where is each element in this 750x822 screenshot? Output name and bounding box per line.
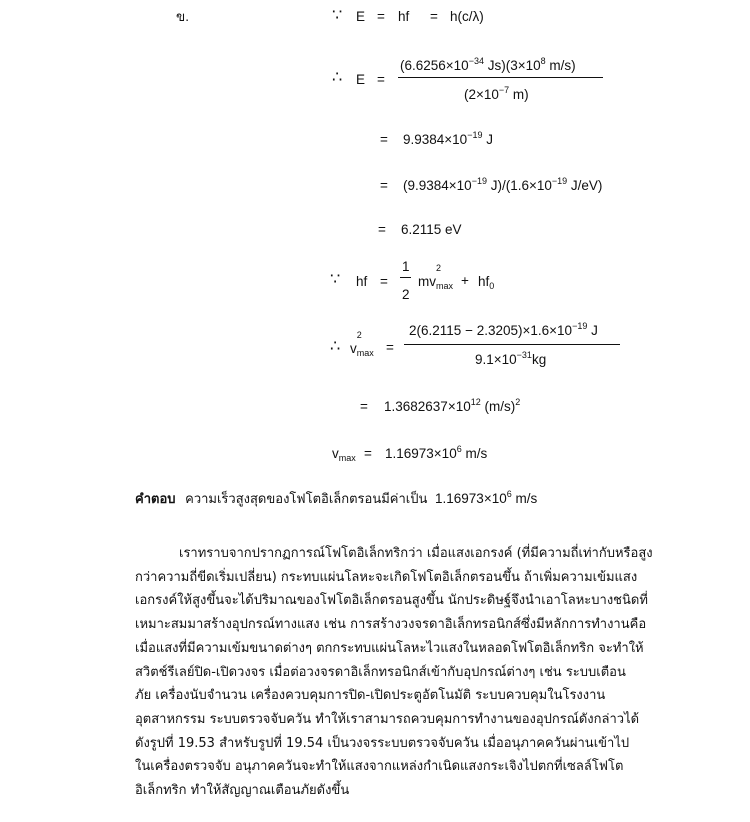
eq1-mid: hf [398, 9, 410, 24]
paragraph-line: เหมาะสมมาสร้างอุปกรณ์ทางแสง เช่น การสร้างวงจรดาอิเล็กทรอนิกส์ซึ่งมีหลักการทำงานคือ [135, 617, 647, 633]
paragraph-line: อิเล็กทริก ทำให้สัญญาณเตือนภัยดังขึ้น [135, 783, 350, 799]
because-symbol: ∵ [330, 271, 341, 288]
equals-sign: = [380, 132, 388, 147]
paragraph-line: สวิตช์รีเลย์ปิด-เปิดวงจร เมื่อต่อวงจรดาอิเล็กทรอนิกส์เข้ากับอุปกรณ์ต่างๆ เช่น ระบบเตือน [135, 664, 626, 680]
plus-sign: + [461, 273, 469, 288]
answer-value: $1.16973\times 10^6$ m/s [435, 489, 538, 506]
because-symbol: ∵ [332, 7, 343, 24]
paragraph-line: กว่าความถี่ขีดเริ่มเปลี่ยน) กระทบแผ่นโลหะจะเกิดโฟโตอิเล็กตรอนขึ้น ถ้าเพิ่มความเข้มแสง [135, 569, 638, 585]
eq1-rhs: h(c/λ) [450, 9, 484, 24]
equals-sign: = [386, 340, 394, 355]
eq3-value: $9.9384\times 10^{-19}$ J [403, 130, 493, 147]
paragraph-line: เมื่อแสงที่มีความเข้มขนาดต่างๆ ตกกระทบแผ่นโลหะไวแสงในหลอดโฟโตอิเล็กทริก จะทำให้ [135, 640, 644, 656]
eq4-value: ($9.9384\times 10^{-19}$ $J)/(1.6\times 10^{-19}$ J/eV) [403, 176, 603, 193]
eq6-half-denominator: 2 [402, 287, 410, 302]
paragraph-line: อุตสาหกรรม ระบบตรวจจับควัน ทำให้เราสามารถควบคุมการทำงานของอุปกรณ์ดังกล่าวได้ [135, 711, 640, 727]
fraction-bar [398, 77, 603, 78]
eq7-lhs: v 2 $_{max}$ [350, 330, 374, 358]
eq6-half-numerator: 1 [402, 259, 410, 274]
item-label: ข. [176, 9, 189, 24]
eq7-numerator: $2(6.2115 - 2.3205)\times 1.6\times 10^{-19}$ J [409, 321, 598, 338]
fraction-bar [404, 344, 620, 345]
equals-sign: = [380, 274, 388, 289]
equals-sign: = [380, 178, 388, 193]
paragraph-line: เราทราบจากปรากฏการณ์โฟโตอิเล็กทริกว่า เมื่อแสงเอกรงค์ (ที่มีความถี่เท่ากับหรือสูง [179, 546, 653, 561]
equals-sign: = [430, 9, 438, 24]
fraction-bar [400, 277, 411, 278]
therefore-symbol: ∴ [332, 69, 343, 86]
answer-text: ความเร็วสูงสุดของโฟโตอิเล็กตรอนมีค่าเป็น [185, 492, 428, 507]
eq5-value: 6.2115 eV [401, 222, 462, 237]
eq7-denominator: $9.1\times 10^{-31}kg$ [475, 350, 547, 367]
eq2-lhs: E [356, 72, 366, 87]
equals-sign: = [378, 222, 386, 237]
eq9-lhs: $v_{max}$ [332, 446, 356, 463]
body-paragraph [135, 542, 695, 803]
answer-line [135, 489, 538, 507]
equals-sign: = [364, 446, 372, 461]
eq9-value: $1.16973\times 10^6$ m/s [385, 444, 488, 461]
eq6-kinetic-term: mv 2 $_{max}$ [418, 263, 454, 291]
eq2-numerator: ($6.6256\times 10^{-34}$ $Js)(3\times 10^8$ m/s) [400, 56, 576, 73]
paragraph-line: ในเครื่องตรวจจับ อนุภาคควันจะทำให้แสงจากแหล่งกำเนิดแสงกระเจิงไปตกที่เซลล์โฟโต [135, 759, 624, 775]
eq8-value: $1.3682637\times 10^{12}$ $(m/s)^2$ [384, 397, 521, 414]
eq1-lhs: E [356, 9, 366, 24]
paragraph-line: เอกรงค์ให้สูงขึ้นจะได้ปริมาณของโฟโตอิเล็กตรอนสูงขึ้น นักประดิษฐ์จึงนำเอาโลหะบางชนิดที่ [135, 593, 648, 609]
equals-sign: = [377, 9, 385, 24]
answer-label: คำตอบ [135, 492, 176, 507]
eq2-denominator: ($2\times 10^{-7}$ m) [464, 85, 529, 102]
paragraph-line: ดังรูปที่ 19.53 สำหรับรูปที่ 19.54 เป็นวงจรระบบตรวจจับควัน เมื่ออนุภาคควันผ่านเข้าไป [135, 735, 630, 751]
eq6-lhs: hf [356, 274, 368, 289]
eq6-work-term: $hf_0$ [478, 274, 495, 291]
equals-sign: = [377, 72, 385, 87]
equals-sign: = [360, 399, 368, 414]
paragraph-line: ภัย เครื่องนับจำนวน เครื่องควบคุมการปิด-เปิดประตูอัตโนมัติ ระบบควบคุมในโรงงาน [135, 688, 606, 704]
therefore-symbol: ∴ [330, 338, 341, 355]
